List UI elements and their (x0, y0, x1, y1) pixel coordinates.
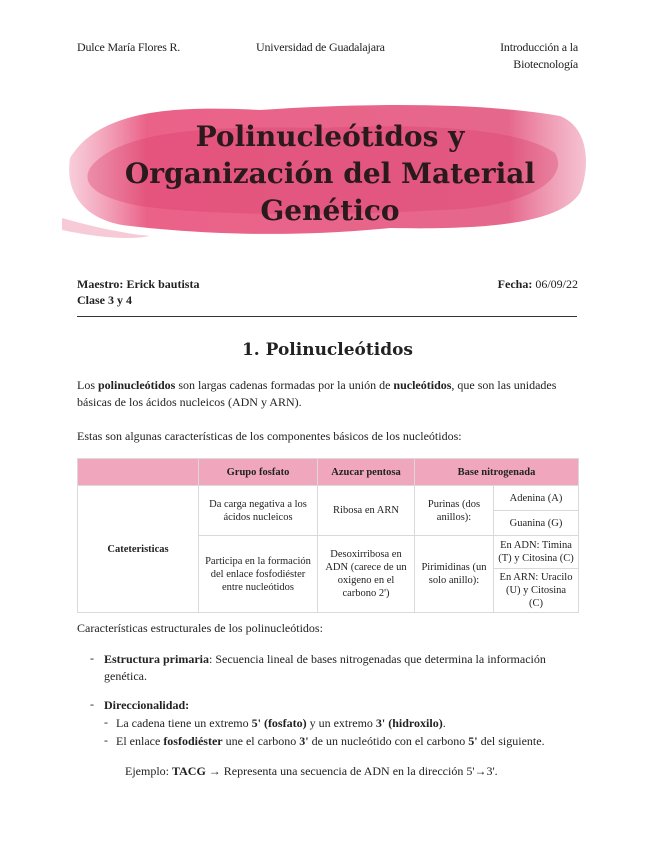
date-label: Fecha: (497, 277, 533, 291)
header-empty (78, 459, 199, 486)
dir2-text-2: une el carbono (222, 734, 300, 748)
dir2-text-3: de un nucleótido con el carbono (308, 734, 469, 748)
header-divider (77, 316, 577, 317)
sugar-cell-1: Ribosa en ARN (318, 486, 415, 536)
purine-adenine: Adenina (A) (494, 486, 579, 511)
table-header-row (78, 459, 579, 486)
components-table (77, 458, 579, 613)
intro-text-3: , que son las unidades básicas de los ácidos nucleicos (ADN y ARN). (77, 378, 557, 409)
example-line (125, 764, 498, 779)
dir2-text-1: El enlace (116, 734, 164, 748)
struct-intro: Características estructurales de los polinucleótidos: (77, 621, 323, 635)
institution-name: Universidad de Guadalajara (256, 40, 385, 54)
intro-text-2: son largas cadenas formadas por la unión de (175, 378, 394, 392)
dir1-text-2: y un extremo (306, 716, 376, 730)
title-line-2: Organización del Material (124, 157, 536, 190)
example-sequence: TACG (172, 764, 206, 778)
sugar-cell-2: Desoxirribosa en ADN (carece de un oxigeno en el carbono 2') (318, 536, 415, 613)
pyrimidine-adn: En ADN: Timina (T) y Citosina (C) (494, 536, 579, 569)
pyrimidines-label: Pirimidinas (un solo anillo): (415, 536, 494, 613)
course-line-2: Biotecnología (513, 57, 578, 71)
purines-label: Purinas (dos anillos): (415, 486, 494, 536)
course-line-1: Introducción a la (500, 40, 578, 54)
dir2-text-4: del siguiente. (477, 734, 545, 748)
author-name: Dulce María Flores R. (77, 40, 181, 54)
dir1-text-1: La cadena tiene un extremo (116, 716, 252, 730)
teacher-value: Erick bautista (126, 277, 200, 291)
date-line (492, 277, 578, 292)
direction-item-1 (116, 715, 586, 732)
bullet-dash: - (104, 715, 108, 729)
bullet-dash: - (90, 697, 94, 711)
title-line-1: Polinucleótidos y (195, 120, 465, 153)
example-label: Ejemplo: (125, 764, 172, 778)
dir2-bold-2: 3' (299, 734, 309, 748)
pyrimidine-arn: En ARN: Uracilo (U) y Citosina (C) (494, 569, 579, 613)
title-line-3: Genético (260, 194, 400, 227)
table-row (78, 486, 579, 511)
direction-label: Direccionalidad: (104, 698, 190, 712)
dir2-bold-1: fosfodiéster (163, 734, 223, 748)
primary-label: Estructura primaria (104, 652, 209, 666)
document-title (60, 118, 600, 229)
table-intro: Estas son algunas características de los componentes básicos de los nucleótidos: (77, 429, 462, 443)
example-text: → Representa una secuencia de ADN en la dirección 5'→3'. (205, 764, 498, 778)
intro-bold-1: polinucleótidos (98, 378, 176, 392)
intro-bold-2: nucleótidos (393, 378, 452, 392)
dir1-bold-2: 3' (hidroxilo) (375, 716, 443, 730)
dir1-text-3: . (442, 716, 446, 730)
intro-paragraph (77, 377, 587, 411)
dir2-bold-3: 5' (468, 734, 478, 748)
section-heading: 1. Polinucleótidos (241, 340, 414, 360)
primary-structure-item (104, 651, 582, 685)
class-label: Clase 3 y 4 (77, 293, 132, 307)
course-name (492, 40, 578, 72)
date-value: 06/09/22 (535, 277, 578, 291)
phosphate-cell-1: Da carga negativa a los ácidos nucleicos (199, 486, 318, 536)
dir1-bold-1: 5' (fosfato) (251, 716, 307, 730)
primary-text: : Secuencia lineal de bases nitrogenadas que determina la información genética. (104, 652, 546, 683)
header-sugar: Azucar pentosa (318, 459, 415, 486)
teacher-line (77, 277, 199, 292)
purine-guanine: Guanina (G) (494, 511, 579, 536)
bullet-dash: - (90, 651, 94, 665)
direction-item-2 (116, 733, 586, 750)
header-base: Base nitrogenada (415, 459, 579, 486)
row-label: Cateteristicas (78, 486, 199, 613)
phosphate-cell-2: Participa en la formación del enlace fosfodiéster entre nucleótidos (199, 536, 318, 613)
header-phosphate: Grupo fosfato (199, 459, 318, 486)
teacher-label: Maestro: (77, 277, 124, 291)
bullet-dash: - (104, 733, 108, 747)
intro-text-1: Los (77, 378, 98, 392)
